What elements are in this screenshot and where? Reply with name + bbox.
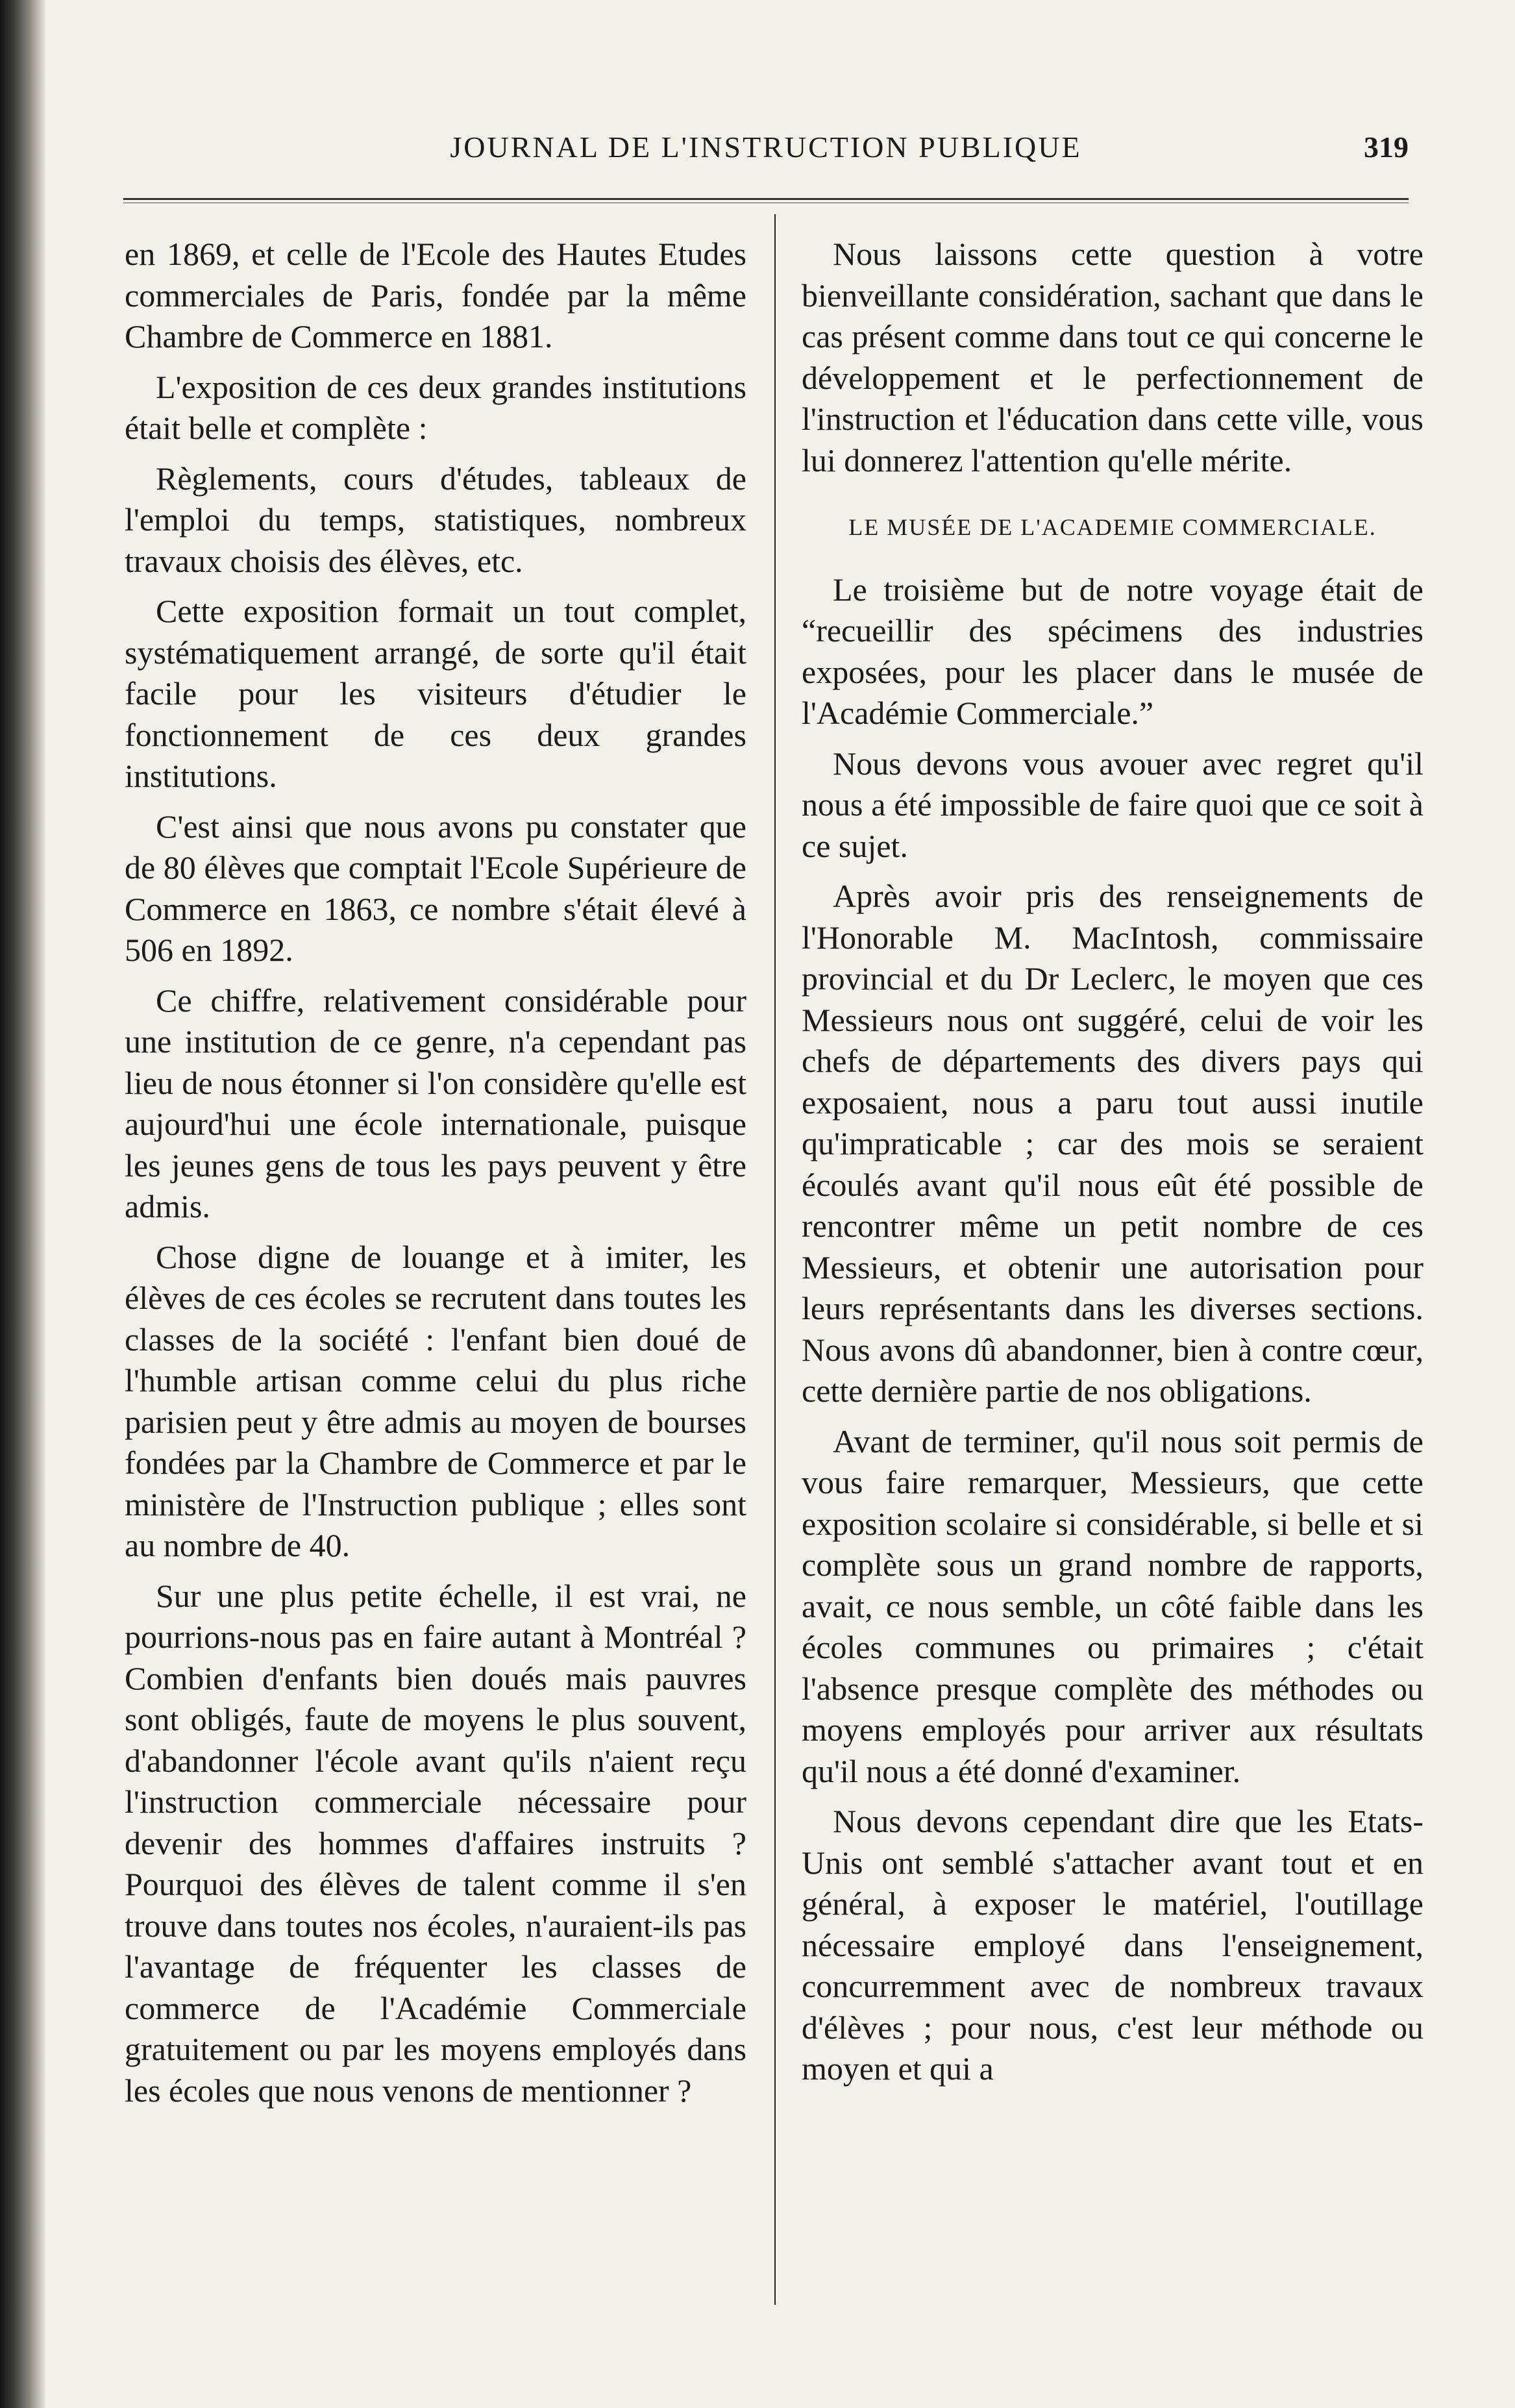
paragraph: Cette exposition formait un tout complet, systématiquement arrangé, de sorte qu'il était facile pour les visiteurs d'étudier le fonctionnement de ces deux grandes institutions. — [125, 593, 746, 794]
paragraph: Ce chiffre, relativement considérable pour une institution de ce genre, n'a cependant pas lieu de nous étonner si l'on considère qu'elle est aujourd'hui une école internationale, puisque les jeunes gens de tous les pays peuvent y être admis. — [125, 982, 746, 1224]
journal-title: JOURNAL DE L'INSTRUCTION PUBLIQUE — [450, 130, 1082, 164]
paragraph: Règlements, cours d'études, tableaux de l'emploi du temps, statistiques, nombreux travaux choisis des élèves, etc. — [125, 460, 746, 579]
paragraph: Avant de terminer, qu'il nous soit permis de vous faire remarquer, Messieurs, que cette exposition scolaire si considérable, si belle et si complète sous un grand nombre de rapports, avait, ce nous semble, un côté faible dans les écoles communes ou primaires ; c'était l'absence presque complète des méthodes ou moyens employés pour arriver aux résultats qu'il nous a été donné d'examiner. — [802, 1422, 1423, 1789]
book-binding-edge — [0, 0, 45, 2408]
paragraph: Nous devons cependant dire que les Etats-Unis ont semblé s'attacher avant tout et en général, à exposer le matériel, l'outillage nécessaire employé dans l'enseignement, concurremment avec de nombreux travaux d'élèves ; pour nous, c'est leur méthode ou moyen et qui a — [802, 1803, 1423, 2087]
paragraph: Sur une plus petite échelle, il est vrai, ne pourrions-nous pas en faire autant à Montréal ? Combien d'enfants bien doués mais pauvres sont obligés, faute de moyens le plus souvent, d'abandonner l'école avant qu'ils n'aient reçu l'instruction commerciale nécessaire pour devenir des hommes d'affaires instruits ? Pourquoi des élèves de talent comme il s'en trouve dans toutes nos écoles, n'auraient-ils pas l'avantage de fréquenter les classes de commerce de l'Académie Commerciale gratuitement ou par les moyens employés dans les écoles que nous venons de mentionner ? — [125, 1577, 746, 2109]
right-column — [802, 234, 1423, 2099]
page-number: 319 — [1364, 130, 1409, 164]
section-heading: LE MUSÉE DE L'ACADEMIE COMMERCIALE. — [848, 514, 1377, 540]
paragraph: en 1869, et celle de l'Ecole des Hautes Etudes commerciales de Paris, fondée par la même Chambre de Commerce en 1881. — [125, 236, 746, 354]
header-rule — [123, 198, 1409, 203]
paragraph: C'est ainsi que nous avons pu constater que de 80 élèves que comptait l'Ecole Supérieure de Commerce en 1863, ce nombre s'était élevé à 506 en 1892. — [125, 808, 746, 968]
running-header — [123, 130, 1409, 182]
paragraph: Après avoir pris des renseignements de l'Honorable M. MacIntosh, commissaire provincial et du Dr Leclerc, le moyen que ces Messieurs nous ont suggéré, celui de voir les chefs de départements des divers pays qui exposaient, nous a paru tout aussi inutile qu'impraticable ; car des mois se seraient écoulés avant qu'il nous eût été possible de rencontrer même un petit nombre de ces Messieurs, et obtenir une autorisation pour leurs représentants dans les diverses sections. Nous avons dû abandonner, bien à contre cœur, cette dernière partie de nos obligations. — [802, 878, 1423, 1409]
paragraph: L'exposition de ces deux grandes institutions était belle et complète : — [125, 368, 746, 446]
paragraph: Nous laissons cette question à votre bienveillante considération, sachant que dans le cas présent comme dans tout ce qui concerne le développement et le perfectionnement de l'instruction et l'éducation dans cette ville, vous lui donnerez l'attention qu'elle mérite. — [802, 236, 1423, 478]
paragraph: Nous devons vous avouer avec regret qu'il nous a été impossible de faire quoi que ce soit à ce sujet. — [802, 745, 1423, 864]
paragraph: Chose digne de louange et à imiter, les élèves de ces écoles se recrutent dans toutes les classes de la société : l'enfant bien doué de l'humble artisan comme celui du plus riche parisien peut y être admis au moyen de bourses fondées par la Chambre de Commerce et par le ministère de l'Instruction publique ; elles sont au nombre de 40. — [125, 1238, 746, 1563]
paragraph: Le troisième but de notre voyage était de “recueillir des spécimens des industries exposées, pour les placer dans le musée de l'Académie Commerciale.” — [802, 571, 1423, 731]
column-divider — [774, 214, 776, 2305]
left-column — [125, 234, 746, 2120]
